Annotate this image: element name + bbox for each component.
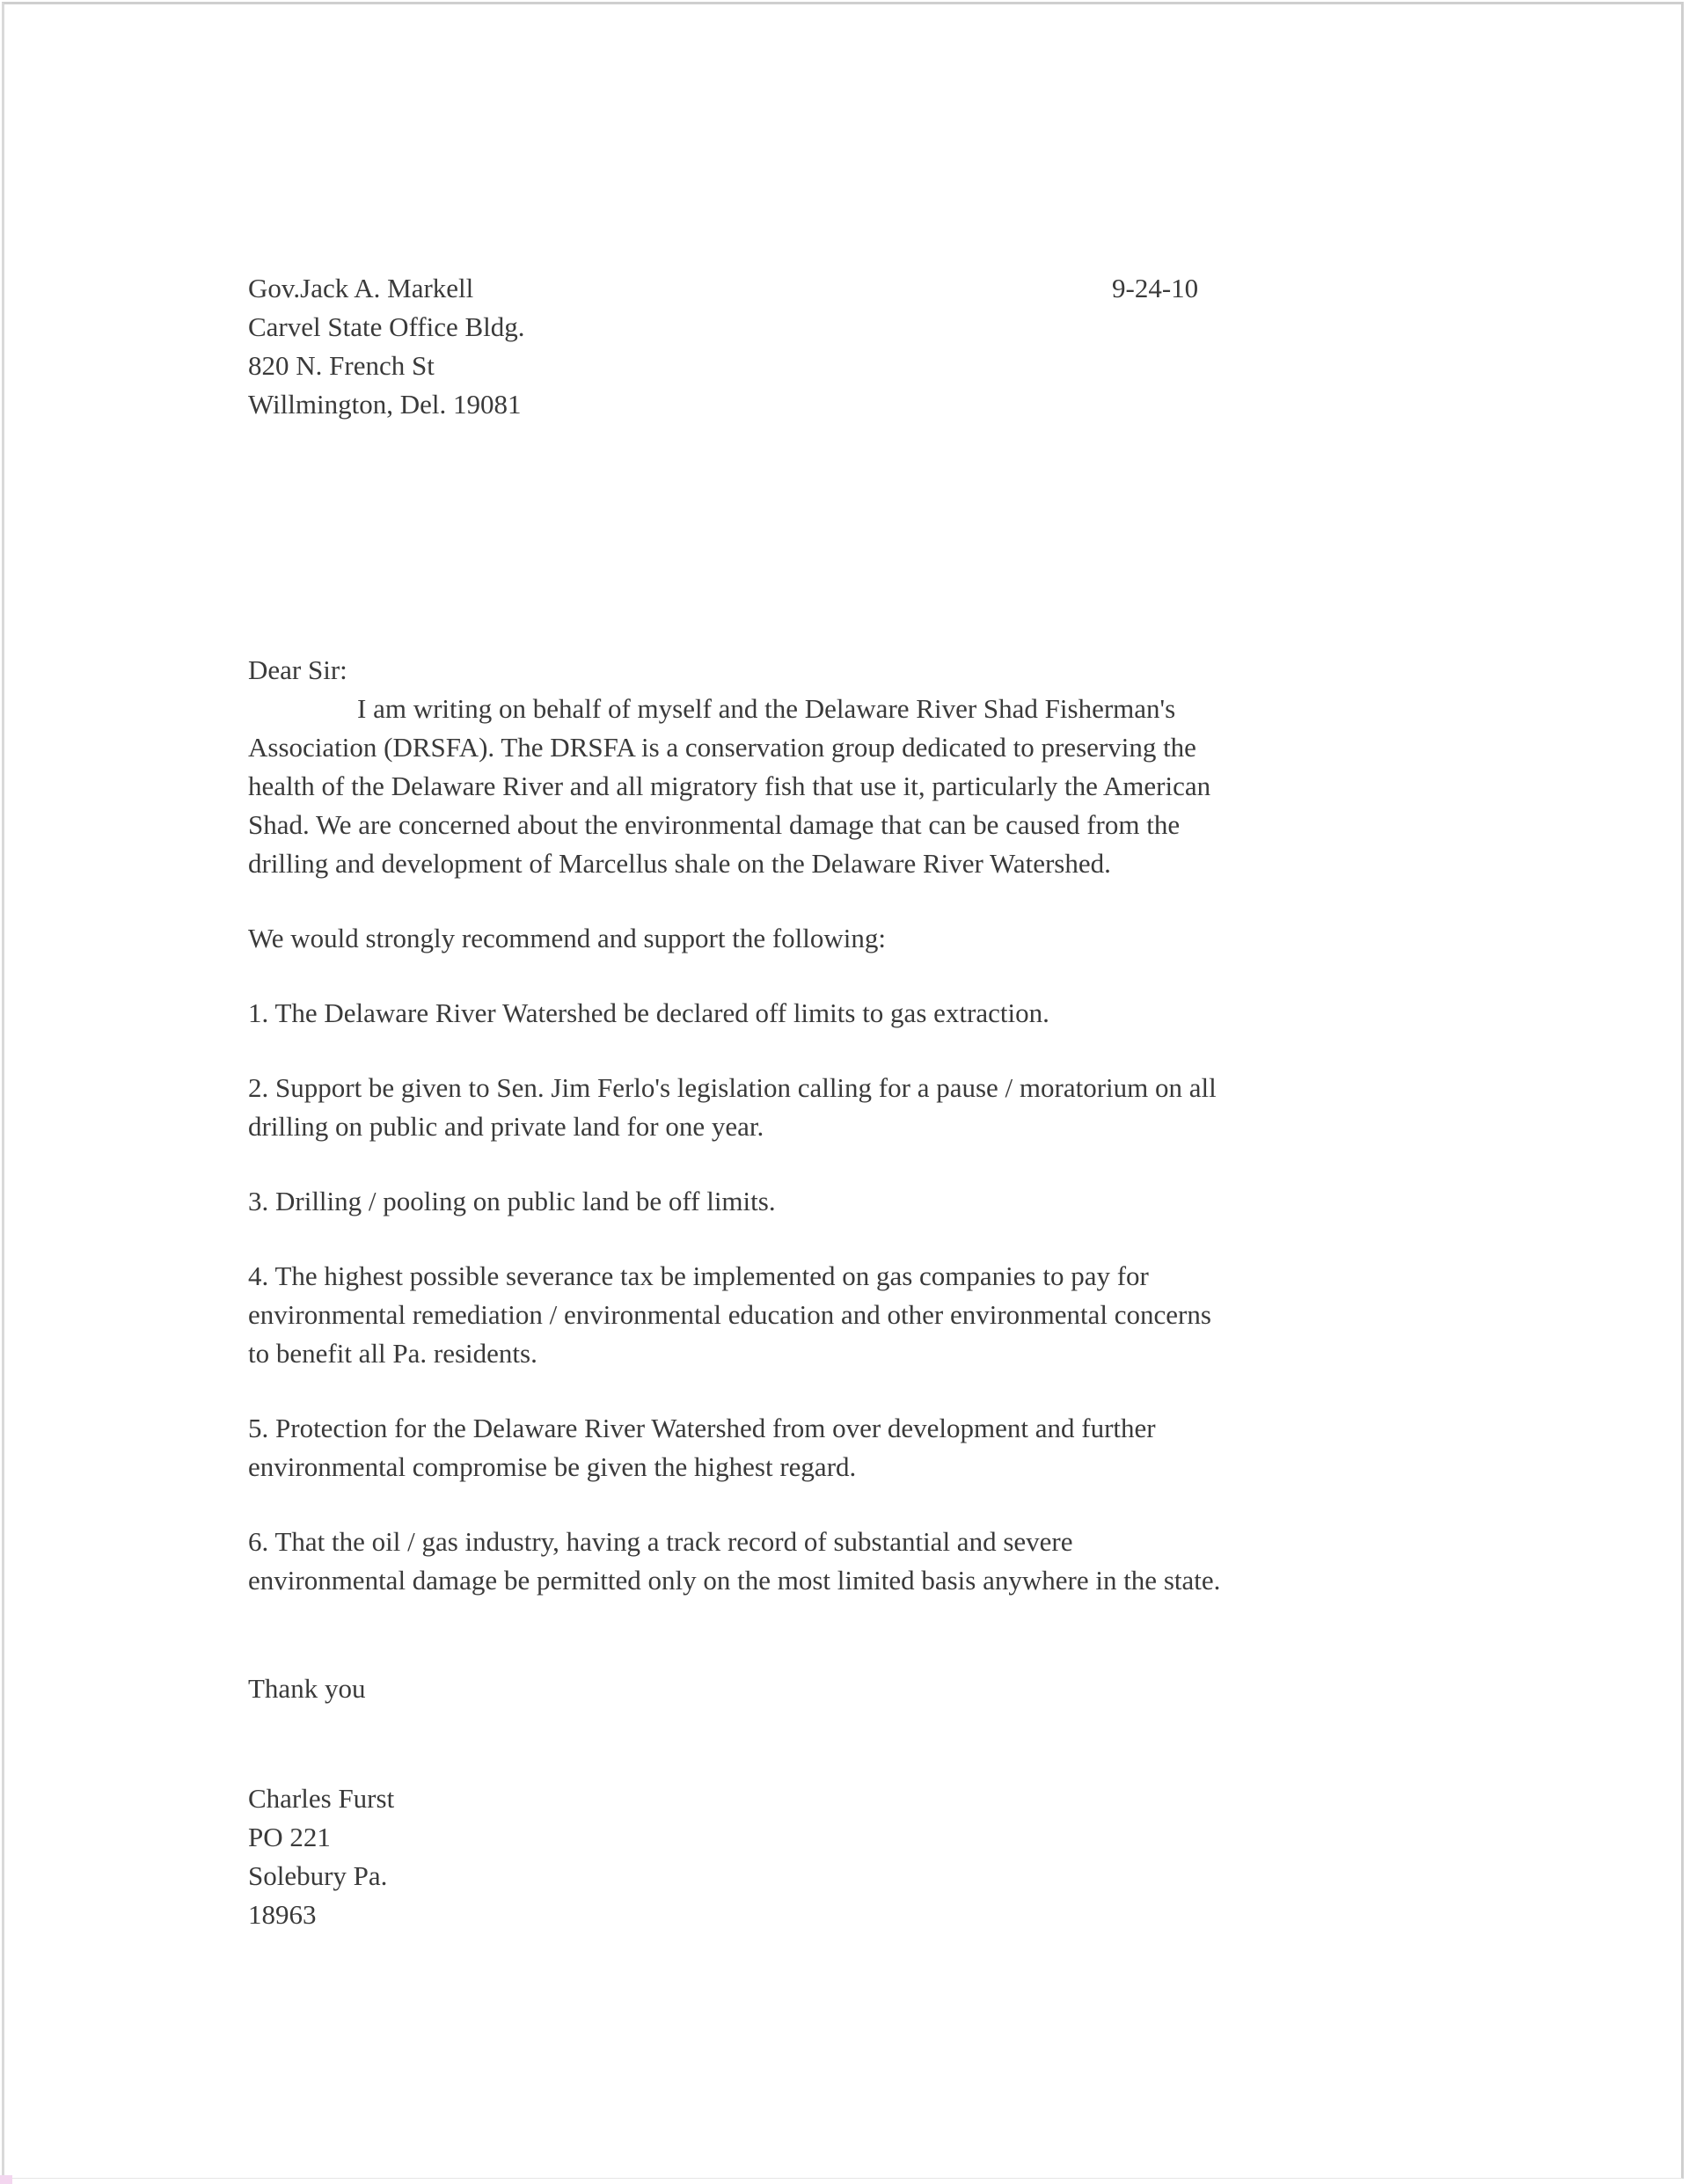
list-item: [248, 1182, 1444, 1221]
intro-line: Association (DRSFA). The DRSFA is a conservation group dedicated to preserving the: [248, 732, 1196, 763]
salutation-block: [248, 651, 1444, 883]
letter-body: [248, 269, 1444, 1934]
sender-zip: 18963: [248, 1899, 317, 1930]
intro-line: drilling and development of Marcellus shale on the Delaware River Watershed.: [248, 848, 1111, 879]
list-item: [248, 1069, 1444, 1146]
intro-line: Shad. We are concerned about the environmental damage that can be caused from the: [248, 809, 1181, 840]
list-item-line: 1. The Delaware River Watershed be declared off limits to gas extraction.: [248, 997, 1049, 1028]
sender-city: Solebury Pa.: [248, 1860, 388, 1891]
list-item-line: to benefit all Pa. residents.: [248, 1338, 537, 1369]
recipient-city: Willmington, Del. 19081: [248, 389, 522, 420]
letter-date: 9-24-10: [1112, 273, 1199, 303]
sender-name: Charles Furst: [248, 1783, 395, 1814]
closing: Thank you: [248, 1673, 366, 1704]
list-item-line: 5. Protection for the Delaware River Watershed from over development and further: [248, 1413, 1156, 1443]
recommend-line: We would strongly recommend and support the following:: [248, 923, 887, 953]
intro-line: health of the Delaware River and all migratory fish that use it, particularly the American: [248, 771, 1211, 801]
list-item-line: environmental compromise be given the highest regard.: [248, 1451, 857, 1482]
recipient-building: Carvel State Office Bldg.: [248, 311, 525, 342]
list-item: [248, 1523, 1444, 1600]
list-item-line: environmental damage be permitted only on the most limited basis anywhere in the state.: [248, 1565, 1221, 1596]
intro-line: I am writing on behalf of myself and the Delaware River Shad Fisherman's: [357, 693, 1176, 724]
recipient-name: Gov.Jack A. Markell: [248, 273, 474, 303]
list-item-line: environmental remediation / environmental education and other environmental concerns: [248, 1299, 1211, 1330]
list-item: [248, 1257, 1444, 1373]
sender-po: PO 221: [248, 1822, 331, 1852]
salutation: Dear Sir:: [248, 654, 347, 685]
recipient-address: [248, 269, 1444, 424]
list-item-line: drilling on public and private land for one year.: [248, 1111, 764, 1142]
list-item-line: 6. That the oil / gas industry, having a track record of substantial and severe: [248, 1526, 1073, 1557]
list-item: [248, 1409, 1444, 1486]
list-item-line: 2. Support be given to Sen. Jim Ferlo's legislation calling for a pause / moratorium on all: [248, 1072, 1217, 1103]
sender-address: [248, 1779, 1444, 1934]
list-item: [248, 994, 1444, 1033]
list-item-line: 3. Drilling / pooling on public land be off limits.: [248, 1186, 776, 1216]
corner-mark: [0, 2175, 12, 2184]
recipient-street: 820 N. French St: [248, 350, 435, 381]
list-item-line: 4. The highest possible severance tax be implemented on gas companies to pay for: [248, 1260, 1149, 1291]
